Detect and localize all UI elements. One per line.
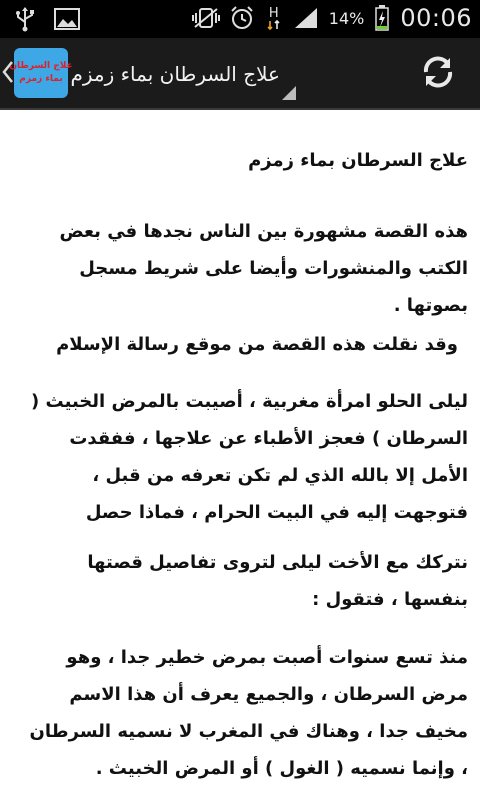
image-icon (54, 6, 80, 32)
refresh-icon (418, 52, 458, 96)
article-paragraph-1: هذه القصة مشهورة بين الناس نجدها في بعض الكتب والمنشورات وأيضا على شريط مسجل بصوتها . (59, 221, 468, 316)
refresh-button[interactable] (410, 52, 466, 96)
network-h-icon (265, 5, 283, 31)
app-icon-text-line1: علاج السرطان (9, 61, 73, 71)
alarm-icon (229, 5, 255, 31)
article-paragraph-5: منذ تسع سنوات أصبت بمرض خطير جدا ، وهو مرض السرطان ، والجميع يعرف أن هذا الاسم مخيف جدا ، وهناك في المغرب لا نسميه السرطان ، وإنما نسميه ( الغول ) أو المرض الخبيث . (29, 647, 468, 779)
article-paragraph-3: ليلى الحلو امرأة مغربية ، أصيبت بالمرض الخبيث ( السرطان ) فعجز الأطباء عن علاجها ، ففقدت الأمل إلا بالله الذي لم تكن تعرفه من قبل ، فتوجهت إليه في البيت الحرام ، فماذا حصل (31, 391, 468, 523)
vibrate-icon (193, 5, 219, 31)
network-type-label: H (268, 5, 279, 21)
battery-charging-icon (374, 5, 390, 31)
dropdown-indicator-icon[interactable] (282, 86, 296, 100)
notification-icons (12, 6, 80, 32)
usb-icon (12, 6, 38, 32)
article-content[interactable] (0, 112, 480, 800)
action-bar (0, 38, 480, 110)
system-indicators (193, 4, 472, 32)
app-icon-text-line2: بماء زمزم (19, 74, 63, 84)
article-paragraph-2: وقد نقلت هذه القصة من موقع رسالة الإسلام (56, 334, 458, 355)
clock: 00:06 (400, 4, 472, 32)
page-title[interactable]: علاج السرطان بماء زمزم (70, 62, 280, 86)
battery-percent: 14% (328, 8, 365, 28)
status-bar (0, 0, 480, 38)
article-paragraph-4: نتركك مع الأخت ليلى لتروى تفاصيل قصتها بنفسها ، فتقول : (87, 552, 468, 610)
app-icon[interactable] (9, 48, 73, 98)
signal-icon (293, 5, 319, 31)
article-heading: علاج السرطان بماء زمزم (248, 150, 468, 171)
